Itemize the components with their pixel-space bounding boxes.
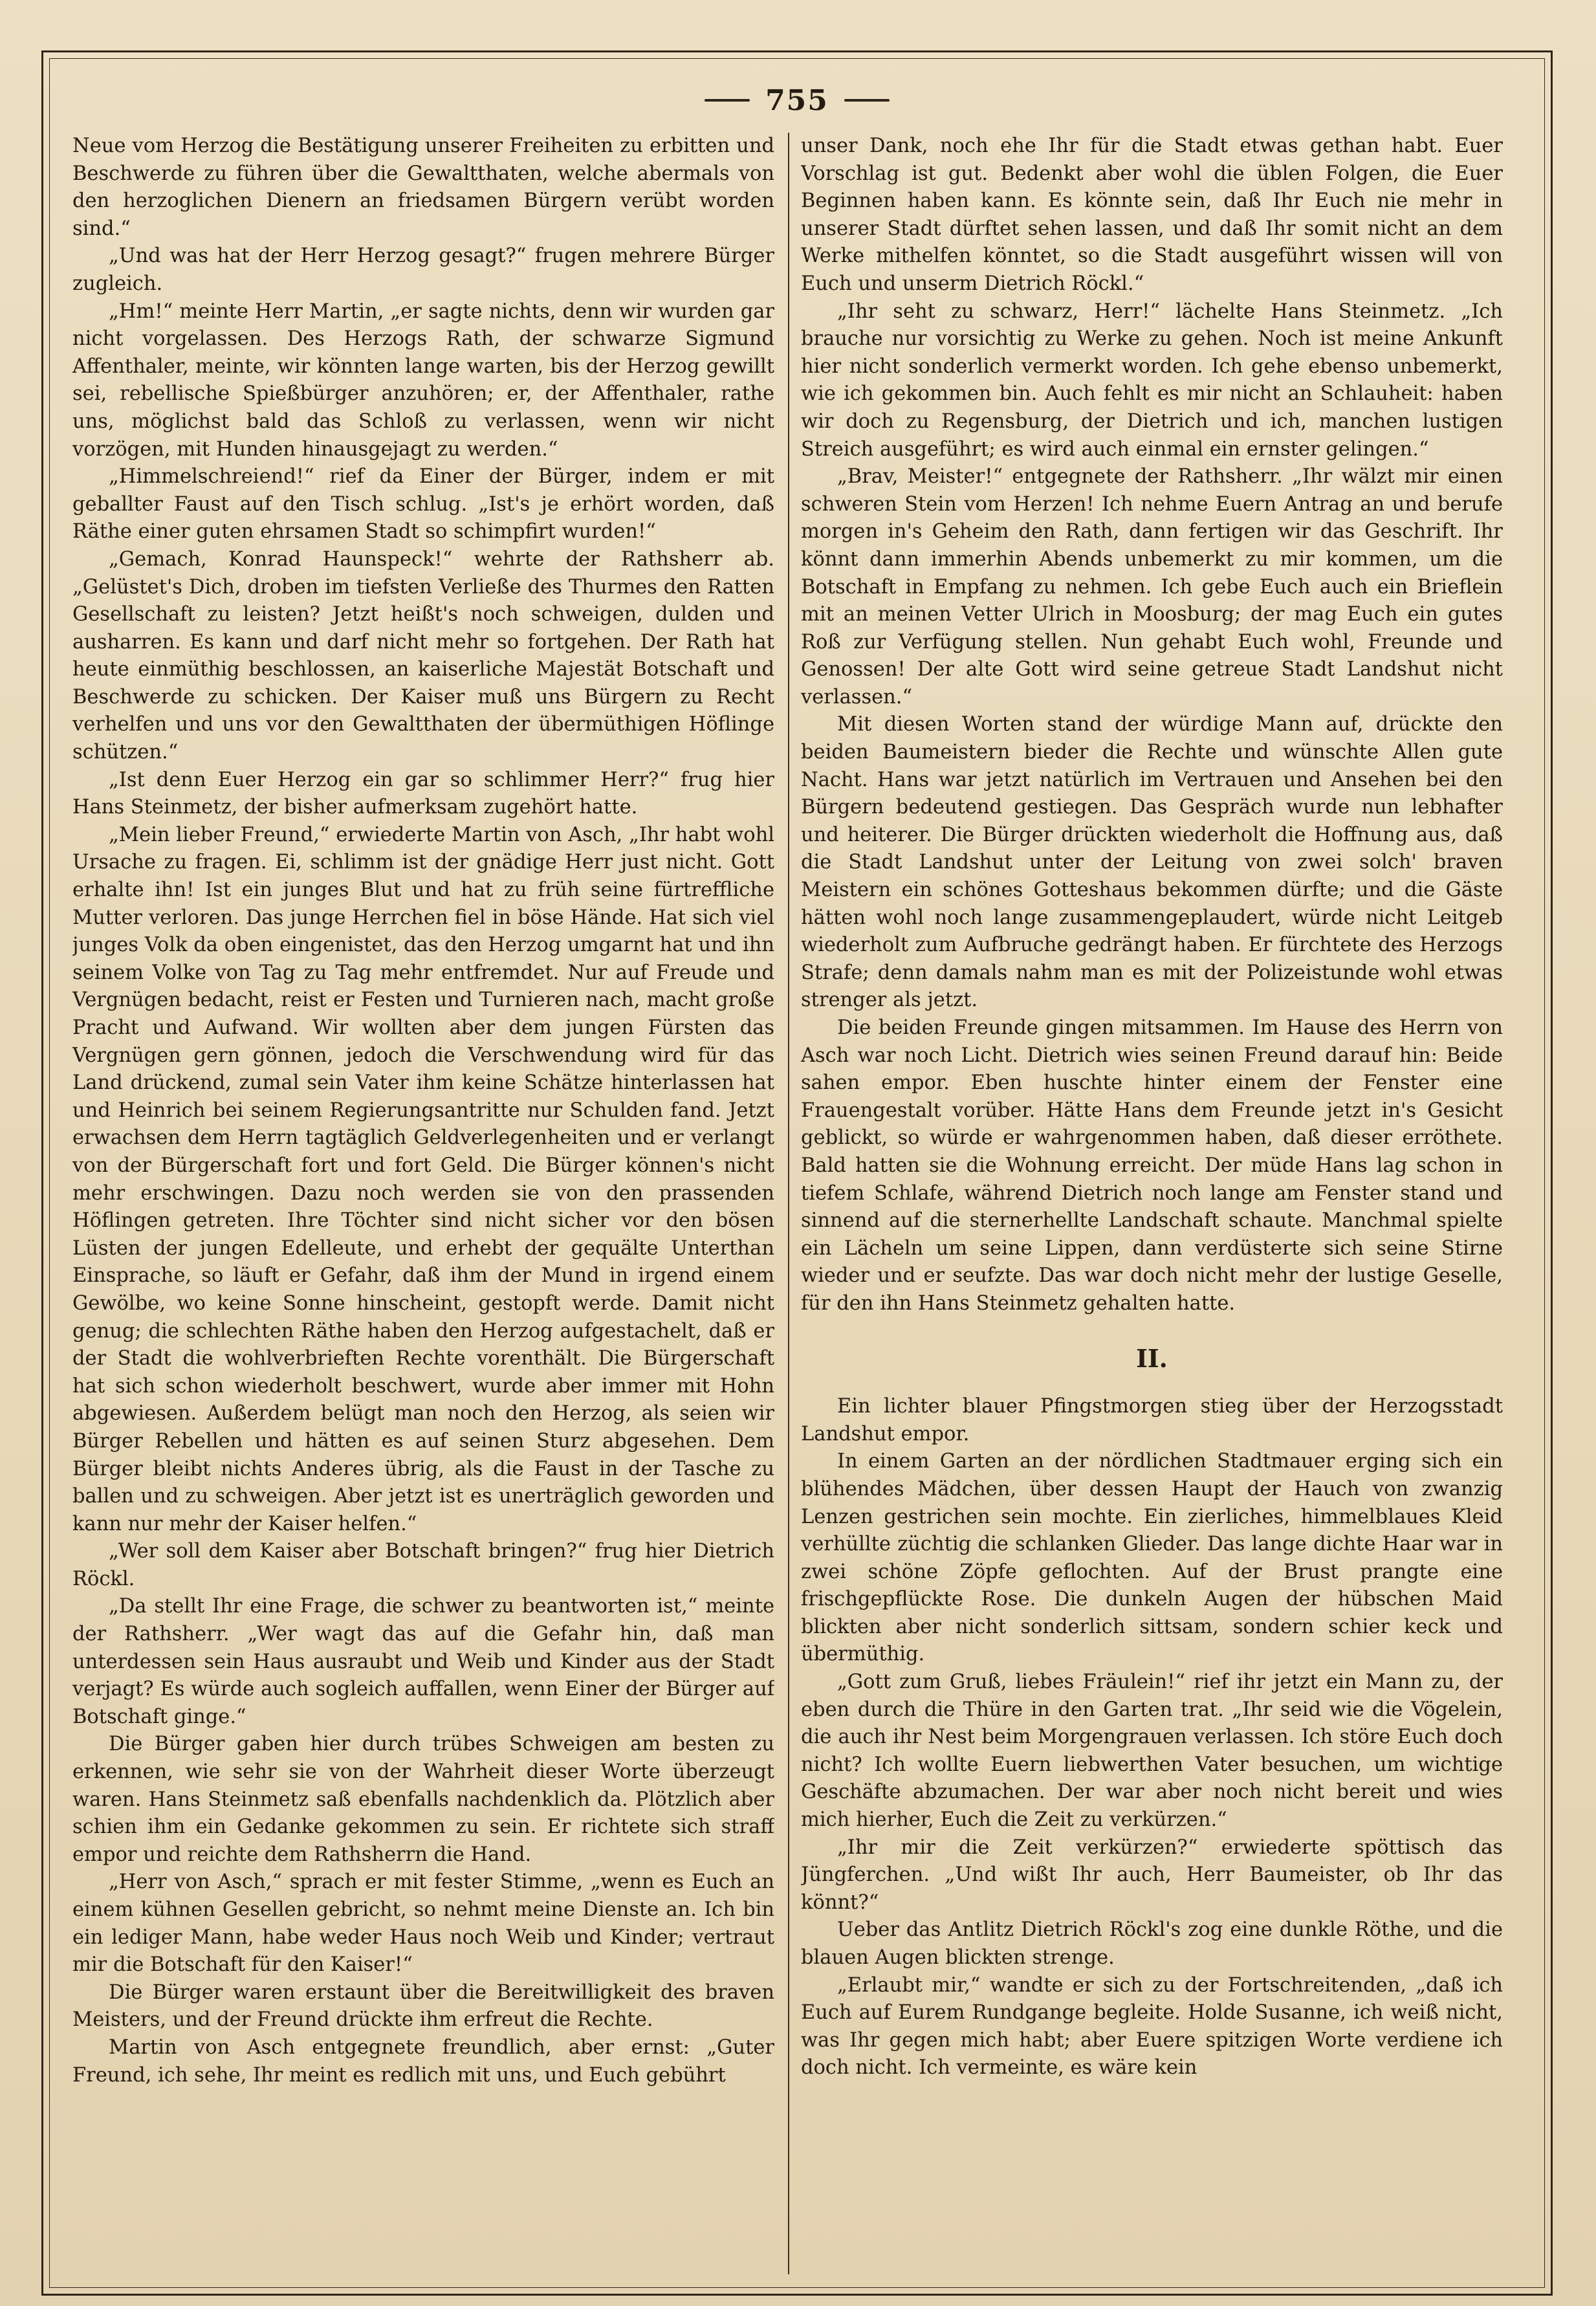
paragraph: „Ist denn Euer Herzog ein gar so schlimmer Herr?“ frug hier Hans Steinmetz, der bisher aufmerksam zugehört hatte.: [72, 768, 774, 819]
paragraph: unser Dank, noch ehe Ihr für die Stadt etwas gethan habt. Euer Vorschlag ist gut. Bedenkt aber wohl die üblen Folgen, die Euer Beginnen haben kann. Es könnte sein, daß Ihr Euch nie mehr in unserer Stadt dürftet sehen lassen, und daß Ihr somit nicht an dem Werke mithelfen könntet, so die Stadt ausgeführt wissen will von Euch und unserm Dietrich Röckl.“: [801, 135, 1503, 295]
paragraph: „Erlaubt mir,“ wandte er sich zu der Fortschreitenden, „daß ich Euch auf Eurem Rundgange begleite. Holde Susanne, ich weiß nicht, was Ihr gegen mich habt; aber Euere spitzigen Worte verdiene ich doch nicht. Ich vermeinte, es wäre kein: [801, 1973, 1503, 2080]
paragraph: „Gemach, Konrad Haunspeck!“ wehrte der Rathsherr ab. „Gelüstet's Dich, droben im tiefsten Verließe des Thurmes den Ratten Gesellschaft zu leisten? Jetzt heißt's noch schweigen, dulden und ausharren. Es kann und darf nicht mehr so fortgehen. Der Rath hat heute einmüthig beschlossen, an kaiserliche Majestät Botschaft und Beschwerde zu schicken. Der Kaiser muß uns Bürgern zu Recht verhelfen und uns vor den Gewaltthaten der übermüthigen Höflinge schützen.“: [72, 547, 774, 764]
paragraph: Die beiden Freunde gingen mitsammen. Im Hause des Herrn von Asch war noch Licht. Dietrich wies seinen Freund darauf hin: Beide sahen empor. Eben huschte hinter einem der Fenster eine Frauengestalt vorüber. Hätte Hans dem Freunde jetzt in's Gesicht geblickt, so würde er wahrgenommen haben, daß dieser erröthete. Bald hatten sie die Wohnung erreicht. Der müde Hans lag schon in tiefem Schlafe, während Dietrich noch lange am Fenster stand und sinnend auf die sternerhellte Landschaft schaute. Manchmal spielte ein Lächeln um seine Lippen, dann verdüsterte sich seine Stirne wieder und er seufzte. Das war doch nicht mehr der lustige Geselle, für den ihn Hans Steinmetz gehalten hatte.: [801, 1016, 1503, 1315]
header-ornament-left: [705, 99, 750, 102]
paragraph: Mit diesen Worten stand der würdige Mann auf, drückte den beiden Baumeistern bieder die Rechte und wünschte Allen gute Nacht. Hans war jetzt natürlich im Vertrauen und Ansehen bei den Bürgern bedeutend gestiegen. Das Gespräch wurde nun lebhafter und heiterer. Die Bürger drückten wiederholt die Hoffnung aus, daß die Stadt Landshut unter der Leitung von zwei solch' braven Meistern ein schönes Gotteshaus bekommen dürfte; und die Gäste hätten wohl noch lange zusammengeplaudert, würde nicht Leitgeb wiederholt zum Aufbruche gedrängt haben. Er fürchtete des Herzogs Strafe; denn damals nahm man es mit der Polizeistunde wohl etwas strenger als jetzt.: [801, 713, 1503, 1012]
paragraph: „Ihr mir die Zeit verkürzen?“ erwiederte spöttisch das Jüngferchen. „Und wißt Ihr auch, Herr Baumeister, ob Ihr das könnt?“: [801, 1836, 1503, 1914]
column-divider: [788, 133, 789, 2274]
paragraph: „Wer soll dem Kaiser aber Botschaft bringen?“ frug hier Dietrich Röckl.: [72, 1540, 774, 1590]
paragraph: „Gott zum Gruß, liebes Fräulein!“ rief ihr jetzt ein Mann zu, der eben durch die Thüre in den Garten trat. „Ihr seid wie die Vögelein, die auch ihr Nest beim Morgengrauen verlassen. Ich störe Euch doch nicht? Ich wollte Euern liebwerthen Vater besuchen, um wichtige Geschäfte abzumachen. Der war aber noch nicht bereit und wies mich hierher, Euch die Zeit zu verkürzen.“: [801, 1671, 1503, 1832]
paragraph: „Mein lieber Freund,“ erwiederte Martin von Asch, „Ihr habt wohl Ursache zu fragen. Ei, schlimm ist der gnädige Herr just nicht. Gott erhalte ihn! Ist ein junges Blut und hat zu früh seine fürtreffliche Mutter verloren. Das junge Herrchen fiel in böse Hände. Hat sich viel junges Volk da oben eingenistet, das den Herzog umgarnt hat und ihn seinem Volke von Tag zu Tag mehr entfremdet. Nur auf Freude und Vergnügen bedacht, reist er Festen und Turnieren nach, macht große Pracht und Aufwand. Wir wollten aber dem jungen Fürsten das Vergnügen gern gönnen, jedoch die Verschwendung wird für das Land drückend, zumal sein Vater ihm keine Schätze hinterlassen hat und Heinrich bei seinem Regierungsantritte nur Schulden fand. Jetzt erwachsen dem Herrn tagtäglich Geldverlegenheiten und er verlangt von der Bürgerschaft fort und fort Geld. Die Bürger können's nicht mehr erschwingen. Dazu noch werden sie von den prassenden Höflingen getreten. Ihre Töchter sind nicht sicher vor den bösen Lüsten der jungen Edelleute, und erhebt der gequälte Unterthan Einsprache, so läuft er Gefahr, daß ihm der Mund in irgend einem Gewölbe, wo keine Sonne hinscheint, gestopft werde. Damit nicht genug; die schlechten Räthe haben den Herzog aufgestachelt, daß er der Stadt die wohlverbrieften Rechte vorenthält. Die Bürgerschaft hat sich schon wiederholt beschwert, wurde aber immer mit Hohn abgewiesen. Außerdem belügt man noch den Herzog, als seien wir Bürger Rebellen und hätten es auf seinen Sturz abgesehen. Dem Bürger bleibt nichts Anderes übrig, als die Faust in der Tasche zu ballen und zu schweigen. Aber jetzt ist es unerträglich geworden und kann nur mehr der Kaiser helfen.“: [72, 823, 774, 1535]
paragraph: „Ihr seht zu schwarz, Herr!“ lächelte Hans Steinmetz. „Ich brauche nur vorsichtig zu Werke zu gehen. Noch ist meine Ankunft hier nicht sonderlich vermerkt worden. Ich gehe ebenso unbemerkt, wie ich gekommen bin. Auch fehlt es mir nicht an Schlauheit: haben wir doch zu Regensburg, der Dietrich und ich, manchen lustigen Streich ausgeführt; es wird auch einmal ein ernster gelingen.“: [801, 300, 1503, 461]
paragraph: Ueber das Antlitz Dietrich Röckl's zog eine dunkle Röthe, und die blauen Augen blickten strenge.: [801, 1918, 1503, 1969]
paragraph: Neue vom Herzog die Bestätigung unserer Freiheiten zu erbitten und Beschwerde zu führen über die Gewaltthaten, welche abermals von den herzoglichen Dienern an friedsamen Bürgern verübt worden sind.“: [72, 135, 774, 240]
paragraph: „Brav, Meister!“ entgegnete der Rathsherr. „Ihr wälzt mir einen schweren Stein vom Herzen! Ich nehme Euern Antrag an und berufe morgen in's Geheim den Rath, dann fertigen wir das Geschrift. Ihr könnt dann immerhin Abends unbemerkt zu mir kommen, um die Botschaft in Empfang zu nehmen. Ich gebe Euch auch ein Brieflein mit an meinen Vetter Ulrich in Moosburg; der mag Euch ein gutes Roß zur Verfügung stellen. Nun gehabt Euch wohl, Freunde und Genossen! Der alte Gott wird seine getreue Stadt Landshut nicht verlassen.“: [801, 465, 1503, 708]
page-number: 755: [765, 83, 829, 117]
paragraph: Martin von Asch entgegnete freundlich, aber ernst: „Guter Freund, ich sehe, Ihr meint es redlich mit uns, und Euch gebührt: [72, 2036, 774, 2087]
header-ornament-right: [844, 99, 890, 102]
right-column: [801, 133, 1503, 2278]
paragraph: Die Bürger gaben hier durch trübes Schweigen am besten zu erkennen, wie sehr sie von der Wahrheit dieser Worte überzeugt waren. Hans Steinmetz saß ebenfalls nachdenklich da. Plötzlich aber schien ihm ein Gedanke gekommen zu sein. Er richtete sich straff empor und reichte dem Rathsherrn die Hand.: [72, 1733, 774, 1866]
paragraph: „Und was hat der Herr Herzog gesagt?“ frugen mehrere Bürger zugleich.: [72, 245, 774, 295]
paragraph: „Himmelschreiend!“ rief da Einer der Bürger, indem er mit geballter Faust auf den Tisch schlug. „Ist's je erhört worden, daß Räthe einer guten ehrsamen Stadt so schimpfirt wurden!“: [72, 465, 774, 544]
paragraph: „Da stellt Ihr eine Frage, die schwer zu beantworten ist,“ meinte der Rathsherr. „Wer wagt das auf die Gefahr hin, daß man unterdessen sein Haus ausraubt und Weib und Kinder aus der Stadt verjagt? Es würde auch sogleich auffallen, wenn Einer der Bürger auf Botschaft ginge.“: [72, 1595, 774, 1728]
paragraph: In einem Garten an der nördlichen Stadtmauer erging sich ein blühendes Mädchen, über dessen Haupt der Hauch von zwanzig Lenzen gestrichen sein mochte. Ein zierliches, himmelblaues Kleid verhüllte züchtig die schlanken Glieder. Das lange dichte Haar war in zwei schöne Zöpfe geflochten. Auf der Brust prangte eine frischgepflückte Rose. Die dunkeln Augen der hübschen Maid blickten aber nicht sonderlich sittsam, sondern schier keck und übermüthig.: [801, 1450, 1503, 1666]
paragraph: „Hm!“ meinte Herr Martin, „er sagte nichts, denn wir wurden gar nicht vorgelassen. Des Herzogs Rath, der schwarze Sigmund Affenthaler, meinte, wir könnten lange warten, bis der Herzog gewillt sei, rebellische Spießbürger anzuhören; er, der Affenthaler, rathe uns, möglichst bald das Schloß zu verlassen, wenn wir nicht vorzögen, mit Hunden hinausgejagt zu werden.“: [72, 300, 774, 461]
paragraph: Die Bürger waren erstaunt über die Bereitwilligkeit des braven Meisters, und der Freund drückte ihm erfreut die Rechte.: [72, 1981, 774, 2032]
paragraph: Ein lichter blauer Pfingstmorgen stieg über der Herzogsstadt Landshut empor.: [801, 1395, 1503, 1445]
section-heading: II.: [1136, 1343, 1168, 1373]
paragraph: „Herr von Asch,“ sprach er mit fester Stimme, „wenn es Euch an einem kühnen Gesellen gebricht, so nehmt meine Dienste an. Ich bin ein lediger Mann, habe weder Haus noch Weib und Kinder; vertraut mir die Botschaft für den Kaiser!“: [72, 1871, 774, 1977]
page-header: [49, 71, 1545, 129]
left-column: [72, 133, 774, 2278]
